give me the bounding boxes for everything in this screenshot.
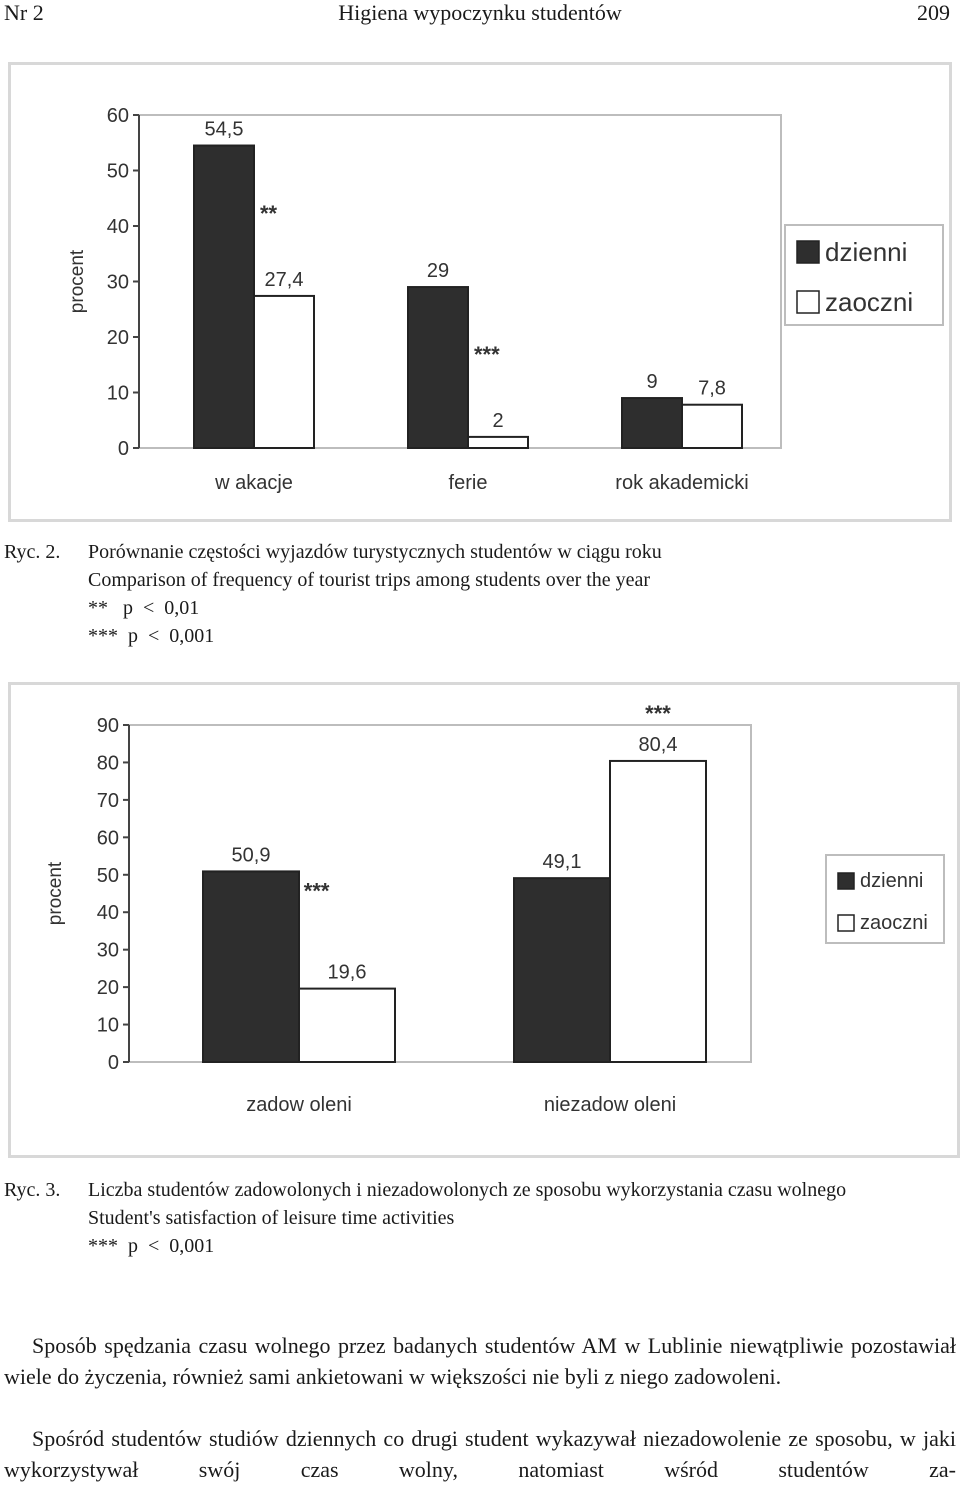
bar-zaoczni: [610, 761, 706, 1062]
caption-line: Student's satisfaction of leisure time activities: [88, 1207, 455, 1229]
y-tick-label: 40: [106, 216, 129, 238]
y-tick-label: 30: [106, 271, 129, 294]
legend-label-dzienni: dzienni: [825, 237, 908, 267]
y-tick-label: 30: [96, 939, 119, 962]
y-tick-label: 20: [96, 977, 119, 1000]
data-label: 54,5: [204, 118, 244, 141]
y-axis-label: procent: [45, 861, 66, 926]
data-label: 29: [426, 260, 450, 283]
x-tick-label: ferie: [448, 472, 488, 494]
y-tick-label: 50: [96, 864, 119, 887]
bar-dzienni: [622, 398, 682, 448]
data-label: 49,1: [542, 851, 582, 874]
caption-line: Comparison of frequency of tourist trips among students over the year: [88, 569, 651, 591]
y-tick-label: 0: [117, 438, 129, 460]
figure-3-chart: [11, 685, 957, 1155]
figure-2-caption: [4, 538, 956, 650]
y-tick-label: 20: [106, 327, 129, 349]
data-label: 19,6: [327, 961, 367, 984]
bar-zaoczni: [299, 989, 395, 1062]
y-tick-label: 0: [107, 1052, 119, 1074]
caption-line: Porównanie częstości wyjazdów turystycznych studentów w ciągu roku: [88, 541, 662, 563]
x-tick-label: w akacje: [215, 472, 293, 494]
issue-number: Nr 2: [4, 0, 44, 25]
y-tick-label: 10: [96, 1014, 119, 1037]
caption-line: Liczba studentów zadowolonych i niezadowolonych ze sposobu wykorzystania czasu wolnego: [88, 1179, 847, 1201]
x-tick-label: rok akademicki: [615, 472, 749, 494]
y-tick-label: 80: [96, 752, 119, 775]
legend-swatch-zaoczni: [838, 915, 854, 931]
bar-zaoczni: [682, 405, 742, 448]
caption-line: ** p < 0,01: [88, 597, 200, 619]
legend-swatch-dzienni: [838, 873, 854, 889]
y-tick-label: 60: [96, 827, 119, 850]
bar-dzienni: [194, 146, 254, 448]
x-tick-label: zadow oleni: [246, 1094, 352, 1116]
significance-marker: ***: [474, 341, 500, 367]
caption-line: *** p < 0,001: [88, 1235, 215, 1257]
data-label: 80,4: [638, 733, 678, 756]
data-label: 27,4: [264, 268, 304, 291]
caption-line: *** p < 0,001: [88, 625, 215, 647]
legend-swatch-zaoczni: [797, 291, 819, 313]
bar-dzienni: [408, 287, 468, 448]
data-label: 9: [646, 371, 658, 394]
bar-dzienni: [514, 878, 610, 1062]
significance-marker: ***: [645, 700, 671, 726]
page-header: [0, 0, 960, 30]
body-paragraph-2: Spośród studentów studiów dziennych co drugi student wykazywał niezadowolenie ze sposobu, w jaki wykorzystywał swój czas wolny, natomiast wśród studentów za-: [4, 1426, 956, 1482]
figure-3-frame: [8, 682, 960, 1158]
y-tick-label: 50: [106, 160, 129, 183]
page-number: 209: [917, 0, 950, 25]
running-title: Higiena wypoczynku studentów: [338, 0, 622, 25]
y-tick-label: 90: [96, 715, 119, 737]
bar-zaoczni: [254, 296, 314, 448]
legend-label-zaoczni: zaoczni: [860, 912, 928, 934]
figure-2-frame: [8, 62, 952, 522]
y-tick-label: 70: [96, 789, 119, 812]
figure-3-caption: [4, 1176, 956, 1260]
legend-label-dzienni: dzienni: [860, 870, 924, 892]
figure-2-chart: [11, 65, 949, 519]
data-label: 2: [492, 409, 504, 432]
bar-zaoczni: [468, 437, 528, 448]
data-label: 50,9: [231, 844, 271, 867]
bar-dzienni: [203, 871, 299, 1062]
y-tick-label: 40: [96, 902, 119, 925]
y-tick-label: 60: [106, 105, 129, 127]
y-axis-label: procent: [67, 249, 88, 314]
body-paragraph-1: Sposób spędzania czasu wolnego przez badanych studentów AM w Lublinie niewątpliwie pozostawiał wiele do życzenia, również sami ankietowani w większości nie byli z niego zadowoleni.: [4, 1333, 956, 1389]
significance-marker: **: [260, 200, 278, 226]
y-tick-label: 10: [106, 382, 129, 405]
x-tick-label: niezadow oleni: [543, 1094, 677, 1116]
legend-swatch-dzienni: [797, 241, 819, 263]
significance-marker: ***: [303, 878, 330, 904]
data-label: 7,8: [698, 377, 726, 400]
figure-2-label: Ryc. 2.: [4, 541, 61, 563]
figure-3-label: Ryc. 3.: [4, 1179, 61, 1201]
legend-label-zaoczni: zaoczni: [825, 287, 914, 317]
